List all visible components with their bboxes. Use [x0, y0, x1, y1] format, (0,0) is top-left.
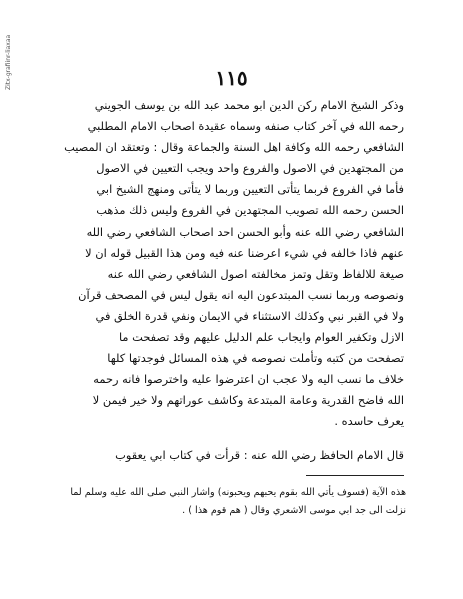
footnote-line: هذه الآية (فسوف يأتي الله بقوم يحبهم ويحبونه) واشار النبي صلى الله عليه وسلم لما — [70, 487, 406, 498]
text-line: تصفحت من كتبه وتأملت نصوصه في هذه المسائل فوجدتها كلها — [107, 351, 404, 366]
footnote — [36, 484, 406, 520]
text-line: ولا في القبر نبي وكذلك الاستثناء في الايمان ونفي قدرة الخلق في — [95, 308, 404, 323]
main-text — [36, 95, 404, 433]
text-line: فأما في الفروع فربما يتأتى التعيين وربما لا يتأتى ومنهج الشيخ ابي — [96, 182, 404, 197]
text-line: صيغة للالفاظ وتقل وتمز مخالفته اصول الشافعي رضي الله عنه — [107, 266, 404, 281]
text-line: الله فاضح القدرية وعامة المبتدعة وكاشف عوراتهم ولا خير فيمن لا — [92, 393, 404, 408]
text-line: الحسن رحمه الله تصويب المجتهدين في الفروع وليس ذلك مذهب — [96, 203, 404, 218]
text-line: ونصوصه وربما نسب المبتدعون اليه انه يقول ليس في المصحف قرآن — [78, 287, 404, 302]
footnote-divider — [306, 475, 404, 476]
text-line: عنهم فاذا خالفه في شيء اعرضنا عنه فيه ومن هذا القبيل قوله ان لا — [85, 245, 404, 260]
quote-line: قال الامام الحافظ رضي الله عنه : قرأت في كتاب ابي يعقوب — [115, 448, 404, 462]
text-line: الشافعي رحمه الله وكافة اهل السنة والجماعة وقال : وتعتقد ان المصيب — [64, 140, 404, 155]
text-line: خلاف ما نسب اليه ولا عجب ان اعترضوا عليه واخترصوا فانه رحمه — [93, 372, 404, 387]
page-number: ١١٥ — [215, 66, 248, 90]
text-line: وذكر الشيخ الامام ركن الدين ابو محمد عبد الله بن يوسف الجويني — [94, 98, 404, 112]
text-line: الشافعي رضي الله عنه وأبو الحسن احد اصحاب الشافعي رضي الله — [86, 224, 404, 239]
text-line-last: يعرف حاسده . — [334, 414, 404, 429]
side-mark: Zitx-grafiinr-liaxaa — [5, 34, 12, 90]
text-line: من المجتهدين في الاصول والفروع واحد ويجب التعيين في الاصول — [96, 161, 404, 176]
footnote-line: نزلت الى جد ابي موسى الاشعري وقال ( هم قوم هذا ) . — [182, 505, 406, 516]
text-line: الازل وتكفير العوام وايجاب علم الدليل عليهم وقد تصفحت ما — [118, 330, 404, 345]
text-line: رحمه الله في آخر كتاب صنفه وسماه عقيدة اصحاب الامام المطلبي — [87, 119, 404, 134]
